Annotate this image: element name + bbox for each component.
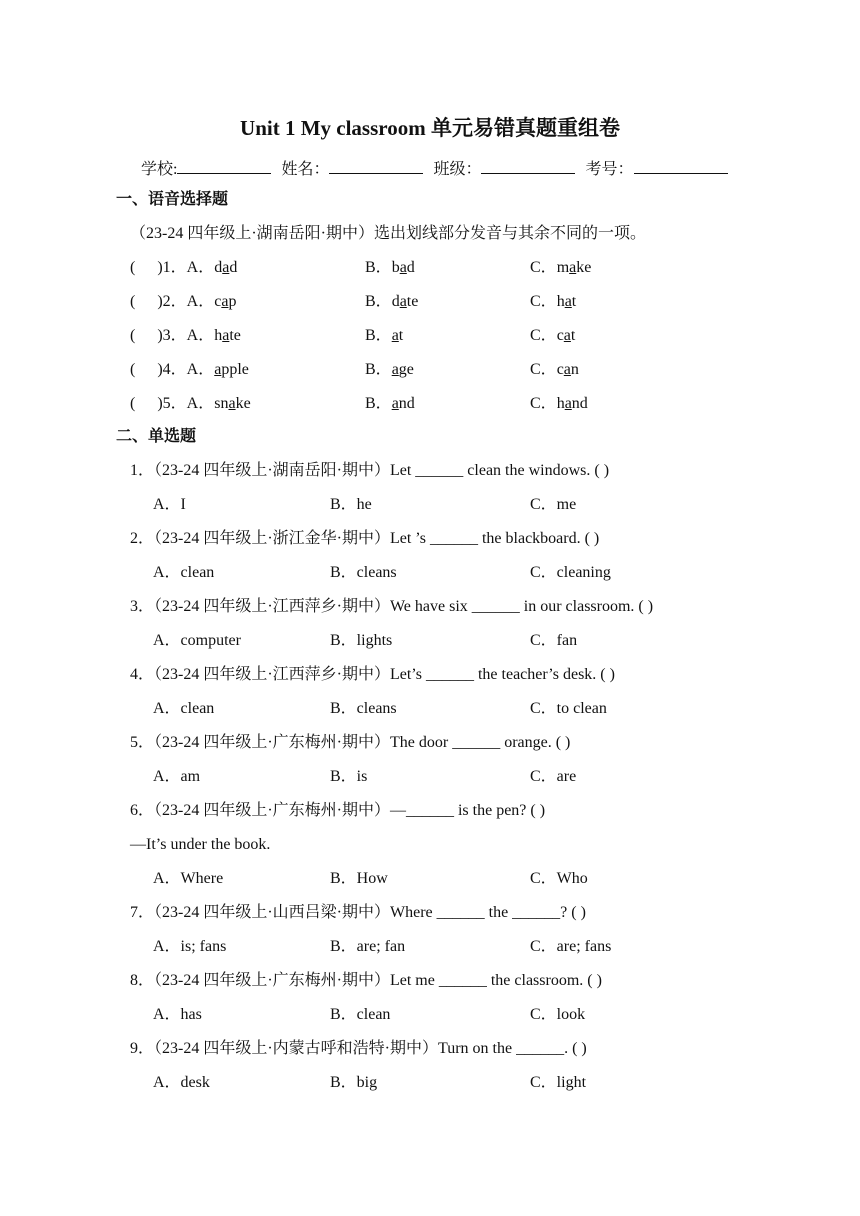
question-stem: 3．（23-24 四年级上·江西萍乡·期中）We have six ______ in our classroom. ( ) [130,598,654,615]
name-field[interactable] [281,155,425,183]
phonics-option-b[interactable] [365,256,415,280]
option-c-suffix: t [571,293,577,310]
question-number: 3． [162,327,187,344]
phonics-question [130,256,237,280]
option-c-suffix: ke [576,259,592,276]
option-a[interactable]: A．is; fans [153,938,227,955]
option-a-prefix: sn [214,395,229,412]
option-a-suffix: pple [221,361,249,378]
option-b-suffix: te [406,293,419,310]
option-c-letter: C． [530,327,557,344]
number-field[interactable] [585,155,729,183]
option-a-prefix: d [214,259,223,276]
answer-paren-open[interactable]: ( [130,259,136,276]
option-c[interactable]: C．are [530,768,577,785]
school-label: 学校: [141,161,178,178]
answer-paren-open[interactable]: ( [130,293,136,310]
phonics-option-c[interactable] [530,392,588,416]
school-blank[interactable] [177,155,271,174]
option-c-underlined: a [563,361,571,378]
question-stem: 8．（23-24 四年级上·广东梅州·期中）Let me ______ the classroom. ( ) [130,972,602,989]
phonics-option-c[interactable] [530,256,591,280]
option-b[interactable]: B．cleans [330,564,397,581]
phonics-option-c[interactable] [530,290,576,314]
answer-paren-close: ) [157,327,163,344]
school-field[interactable] [141,155,273,183]
option-a-letter: A． [186,259,215,276]
option-c-prefix: h [556,395,565,412]
option-c-prefix: c [556,361,564,378]
answer-paren-open[interactable]: ( [130,327,136,344]
question-stem: 4．（23-24 四年级上·江西萍乡·期中）Let’s ______ the teacher’s desk. ( ) [130,666,615,683]
option-b-letter: B． [365,327,392,344]
phonics-option-b[interactable] [365,358,414,382]
question-number: 5． [162,395,187,412]
question-response: —It’s under the book. [130,836,271,853]
option-c-suffix: n [570,361,579,378]
option-a-letter: A． [186,395,215,412]
option-c[interactable]: C．to clean [530,700,607,717]
option-c[interactable]: C．me [530,496,577,513]
option-c-prefix: h [556,293,565,310]
option-c-letter: C． [530,395,557,412]
question-stem: 9．（23-24 四年级上·内蒙古呼和浩特·期中）Turn on the ______. ( ) [130,1040,587,1057]
answer-paren-close: ) [157,361,163,378]
option-b[interactable]: B．is [330,768,368,785]
option-a[interactable]: A．am [153,768,201,785]
option-c-underlined: a [564,395,572,412]
option-b-suffix: d [406,259,415,276]
option-a-prefix: h [214,327,223,344]
option-c[interactable]: C．Who [530,870,588,887]
option-a-suffix: ke [235,395,251,412]
option-a[interactable]: A．clean [153,700,215,717]
question-stem: 1．（23-24 四年级上·湖南岳阳·期中）Let ______ clean the windows. ( ) [130,462,610,479]
option-b-prefix: d [391,293,400,310]
option-a-letter: A． [186,327,215,344]
option-c-letter: C． [530,293,557,310]
class-label: 班级： [433,161,482,178]
option-a-underlined: a [221,293,229,310]
answer-paren-close: ) [157,293,163,310]
question-stem: 7．（23-24 四年级上·山西吕梁·期中）Where ______ the ______? ( ) [130,904,586,921]
option-c[interactable]: C．light [530,1074,587,1091]
option-b-suffix: t [398,327,404,344]
section1-heading: 一、语音选择题 [116,191,229,208]
option-a-suffix: te [229,327,241,344]
option-b-letter: B． [365,293,392,310]
option-b[interactable]: B．cleans [330,700,397,717]
option-a[interactable]: A．has [153,1006,202,1023]
option-a[interactable]: A．desk [153,1074,210,1091]
option-c-underlined: a [564,293,572,310]
option-a[interactable]: A．I [153,496,186,513]
option-b-letter: B． [365,259,392,276]
option-b[interactable]: B．big [330,1074,378,1091]
phonics-question [130,290,236,314]
option-b-letter: B． [365,361,392,378]
option-a-letter: A． [186,293,215,310]
student-info-row [141,155,734,181]
phonics-question [130,358,249,382]
option-a-underlined: a [222,327,230,344]
phonics-option-b[interactable] [365,324,403,348]
number-blank[interactable] [634,155,728,174]
option-b[interactable]: B．How [330,870,388,887]
answer-paren-close: ) [157,259,163,276]
option-c-suffix: nd [571,395,588,412]
phonics-question [130,392,251,416]
section1-instruction: （23-24 四年级上·湖南岳阳·期中）选出划线部分发音与其余不同的一项。 [130,225,646,242]
option-c-underlined: a [569,259,577,276]
option-c-letter: C． [530,361,557,378]
option-a-suffix: p [228,293,237,310]
option-a-letter: A． [186,361,215,378]
answer-paren-open[interactable]: ( [130,395,136,412]
question-stem: 2．（23-24 四年级上·浙江金华·期中）Let ’s ______ the blackboard. ( ) [130,530,600,547]
phonics-option-b[interactable] [365,392,415,416]
phonics-option-c[interactable] [530,358,579,382]
option-b-underlined: a [391,327,399,344]
option-b[interactable]: B．he [330,496,372,513]
phonics-option-b[interactable] [365,290,418,314]
option-b-underlined: a [391,395,399,412]
option-a[interactable]: A．Where [153,870,224,887]
option-c-prefix: m [556,259,570,276]
option-a-underlined: a [228,395,236,412]
answer-paren-open[interactable]: ( [130,361,136,378]
option-b[interactable]: B．are; fan [330,938,406,955]
option-a-underlined: a [214,361,222,378]
option-b-underlined: a [399,293,407,310]
question-number: 4． [162,361,187,378]
option-b-suffix: nd [398,395,415,412]
question-number: 2． [162,293,187,310]
option-a-suffix: d [229,259,238,276]
answer-paren-close: ) [157,395,163,412]
question-number: 1． [162,259,187,276]
number-label: 考号： [585,161,634,178]
question-stem: 5．（23-24 四年级上·广东梅州·期中）The door ______ orange. ( ) [130,734,571,751]
option-b-underlined: a [391,361,399,378]
option-c-prefix: c [556,327,564,344]
option-b[interactable]: B．lights [330,632,393,649]
phonics-option-c[interactable] [530,324,575,348]
phonics-question [130,324,241,348]
option-c-underlined: a [563,327,571,344]
class-blank[interactable] [481,155,575,174]
class-field[interactable] [433,155,577,183]
option-a-underlined: a [222,259,230,276]
option-a-prefix: c [214,293,222,310]
section2-heading: 二、单选题 [116,428,197,445]
option-b-underlined: a [399,259,407,276]
option-b-suffix: ge [398,361,414,378]
option-c-suffix: t [570,327,576,344]
option-b-prefix: b [391,259,400,276]
option-b-letter: B． [365,395,392,412]
option-b[interactable]: B．clean [330,1006,391,1023]
option-c-letter: C． [530,259,557,276]
name-label: 姓名： [281,161,330,178]
option-c[interactable]: C．cleaning [530,564,611,581]
option-a[interactable]: A．clean [153,564,215,581]
option-c[interactable]: C．look [530,1006,586,1023]
option-c[interactable]: C．are; fans [530,938,612,955]
page-title: Unit 1 My classroom 单元易错真题重组卷 [240,116,620,140]
name-blank[interactable] [329,155,423,174]
option-a[interactable]: A．computer [153,632,241,649]
option-c[interactable]: C．fan [530,632,578,649]
question-stem: 6．（23-24 四年级上·广东梅州·期中）—______ is the pen? ( ) [130,802,546,819]
